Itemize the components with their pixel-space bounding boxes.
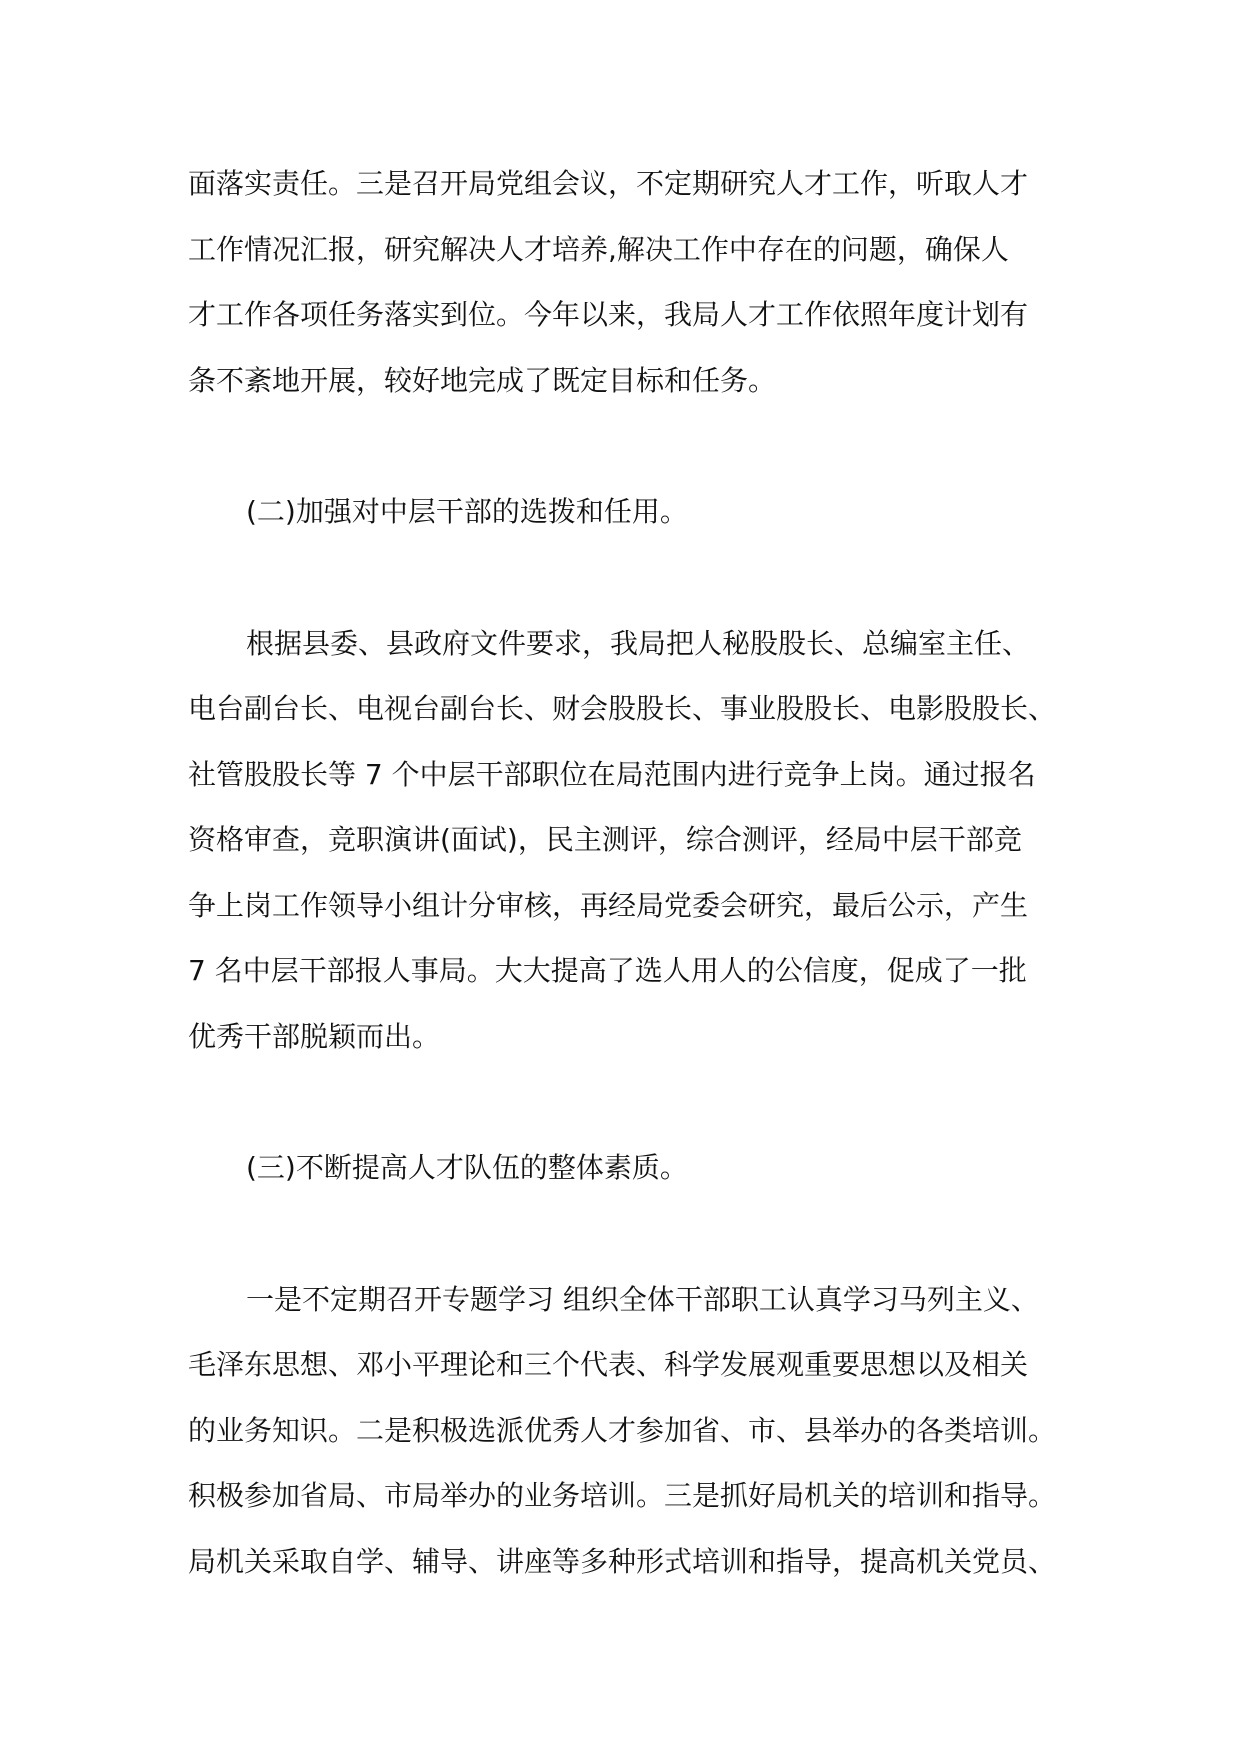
section-heading-3	[188, 1144, 1068, 1210]
section-heading-2	[188, 488, 1068, 554]
text-line: 电台副台长、电视台副台长、财会股股长、事业股股长、电影股股长、	[188, 692, 1057, 725]
text-line: 一是不定期召开专题学习 组织全体干部职工认真学习马列主义、	[246, 1282, 1039, 1316]
text-line: 工作情况汇报，研究解决人才培养,解决工作中存在的问题，确保人	[188, 232, 1009, 266]
heading-text: (三)不断提高人才队伍的整体素质。	[246, 1151, 688, 1184]
text-line: 资格审查，竞职演讲(面试)，民主测评，综合测评，经局中层干部竞	[188, 823, 1022, 856]
paragraph-spacer	[188, 1078, 1068, 1144]
document-body	[188, 160, 1068, 1603]
text-line: 面落实责任。三是召开局党组会议，不定期研究人才工作，听取人才	[188, 167, 1029, 200]
paragraph-spacer	[188, 422, 1068, 488]
text-line: 才工作各项任务落实到位。今年以来，我局人才工作依照年度计划有	[188, 298, 1029, 331]
text-line: 的业务知识。二是积极选派优秀人才参加省、市、县举办的各类培训。	[188, 1413, 1057, 1447]
text-line: 争上岗工作领导小组计分审核，再经局党委会研究，最后公示，产生	[188, 888, 1029, 922]
paragraph-talent-quality	[188, 1276, 1068, 1604]
paragraph-responsibility	[188, 160, 1068, 422]
text-line: 7 名中层干部报人事局。大大提高了选人用人的公信度，促成了一批	[188, 954, 1027, 987]
paragraph-spacer	[188, 554, 1068, 620]
paragraph-cadre-selection	[188, 620, 1068, 1079]
text-line: 社管股股长等 7 个中层干部职位在局范围内进行竞争上岗。通过报名	[188, 757, 1036, 791]
text-line: 毛泽东思想、邓小平理论和三个代表、科学发展观重要思想以及相关	[188, 1348, 1029, 1381]
heading-text: (二)加强对中层干部的选拨和任用。	[246, 495, 688, 528]
text-line: 条不紊地开展，较好地完成了既定目标和任务。	[188, 363, 777, 397]
text-line: 局机关采取自学、辅导、讲座等多种形式培训和指导，提高机关党员、	[188, 1544, 1057, 1578]
text-line: 优秀干部脱颖而出。	[188, 1019, 441, 1053]
text-line: 根据县委、县政府文件要求，我局把人秘股股长、总编室主任、	[246, 626, 1031, 660]
paragraph-spacer	[188, 1210, 1068, 1276]
text-line: 积极参加省局、市局举办的业务培训。三是抓好局机关的培训和指导。	[188, 1479, 1057, 1512]
